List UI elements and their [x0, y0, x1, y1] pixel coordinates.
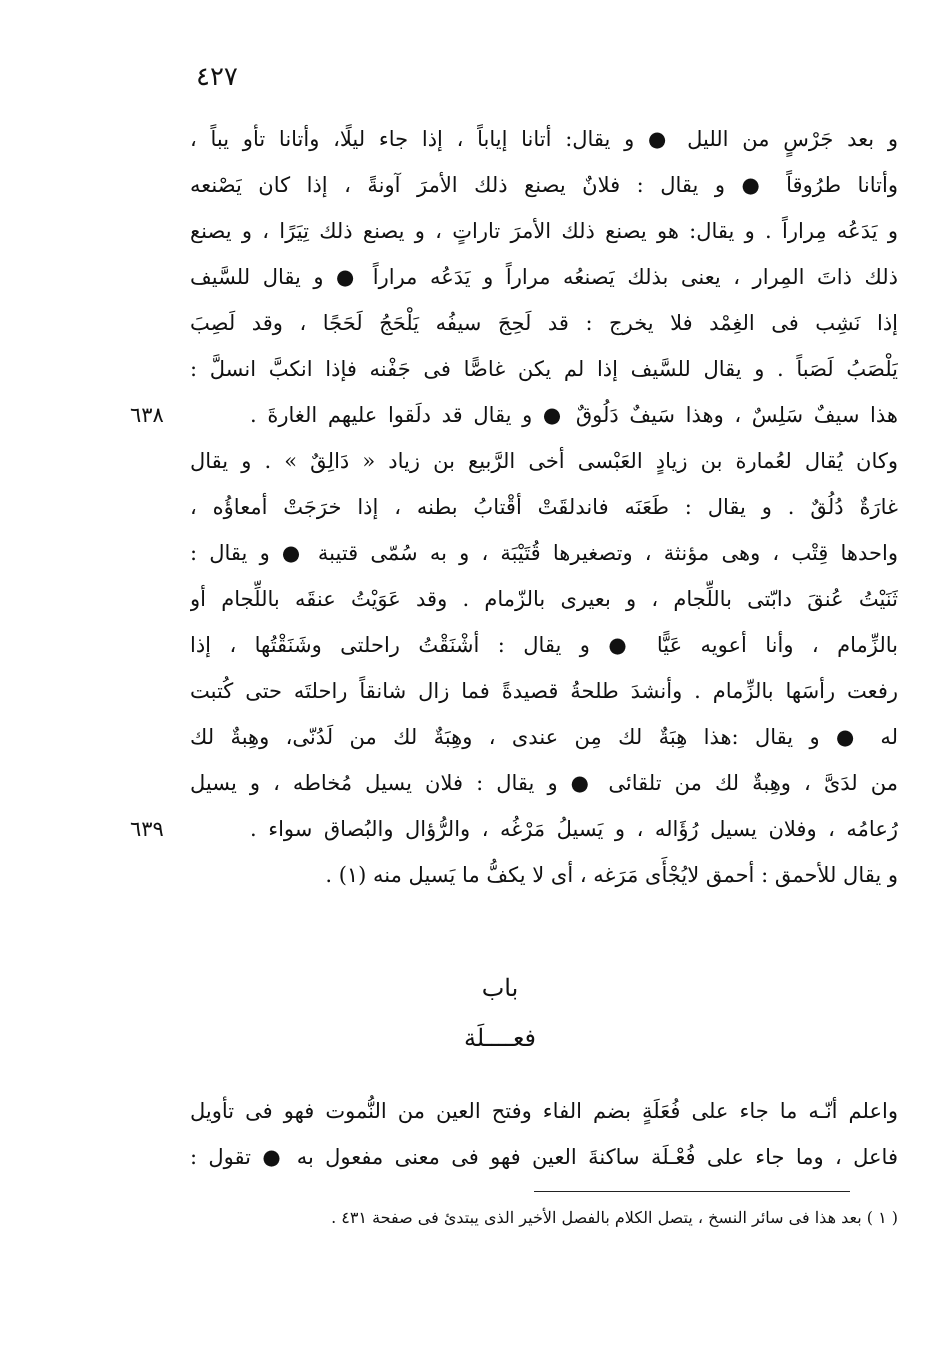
text-line: هذا سيفٌ سَلِسٌ ، وهذا سَيفٌ دَلُوقٌ ● و يقال قد دلَقوا عليهم الغارةَ .	[250, 403, 898, 427]
text-line: ذلك ذاتَ المِرار ، يعنى بذلك يَصنعُه مراراً و يَدَعُه مراراً ● و يقال للسَّيف	[190, 265, 898, 289]
text-line: وأتانا طرُوقاً ● و يقال : فلانٌ يصنع ذلك الأمرَ آونةً ، إذا كان يَصْنعه	[190, 173, 898, 197]
margin-number: ٦٣٨	[130, 403, 164, 427]
text-line: رُعامُه ، وفلان يسيل رُؤَاله ، و يَسيلُ مَرْغُه ، والرُّؤال والبُصاق سواء .	[250, 817, 898, 841]
chapter-heading: باب	[481, 974, 519, 1002]
text-line: له ● و يقال :هذا هِبَةٌ لك مِن عندى ، وهِبَةٌ لك من لَدُنّى، وهِبةٌ لك	[190, 725, 898, 749]
text-line: يَلْصَبُ لَصَباً . و يقال للسَّيف إذا لم يكن غاصًّا فى جَفْنه فإذا انكبَّ انسلَّ :	[190, 357, 898, 381]
margin-number: ٦٣٩	[130, 817, 164, 841]
text-line: رفعت رأسَها بالزِّمام . وأنشدَ طلحةُ قصيدةً فما زال شانقاً راحلتَه حتى كُتبت	[190, 679, 898, 703]
text-line: غارَةٌ دُلُقٌ . و يقال : طَعَنَه فاندلقَتْ أقْتابُ بطنه ، إذا خرَجَتْ أمعاؤُه ،	[190, 495, 898, 519]
page-number: ٤٢٧	[196, 62, 238, 92]
text-line: من لدَىَّ ، وهِبةٌ لك من تلقائى ● و يقال : فلان يسيل مُخاطه ، و يسيل	[190, 771, 898, 795]
text-line: واعلم أنّـه ما جاء على فُعَلَةٍ بضم الفاء وفتح العين من النُّموت فهو فى تأويل	[190, 1099, 898, 1123]
text-line: و بعد جَرْسٍ من الليل ● و يقال: أتانا إياباً ، إذا جاء ليلًا، وأتانا تأو يباً ،	[190, 127, 898, 151]
text-line: واحدها قِتْب ، وهى مؤنثة ، وتصغيرها قُتَيْبَة ، و به سُمّى قتيبة ● و يقال :	[190, 541, 898, 565]
text-line: و يَدَعُه مِراراً . و يقال: هو يصنع ذلك الأمرَ تاراتٍ ، و يصنع ذلك تِيَرًا ، و يصنع	[190, 219, 898, 243]
text-line: وكان يُقال لعُمارة بن زيادٍ العَبْسى أخى الرَّبيع بن زياد « دَالِقٌ » . و يقال	[190, 449, 898, 473]
text-line: فاعل ، وما جاء على فُعْـلَة ساكنةَ العين فهو فى معنى مفعول به ● تقول :	[190, 1145, 898, 1169]
text-line: و يقال للأحمق : أحمق لايُجْأَى مَرَغه ، أى لا يكفُّ ما يَسيل منه (١) .	[325, 863, 898, 887]
text-line: إذا نَشِب فى الغِمْد فلا يخرج : قد لَحِجَ سيفُه يَلْحَجُ لَحَجًا ، وقد لَصِبَ	[190, 311, 898, 335]
footnote-divider	[534, 1191, 850, 1192]
footnote: ( ١ ) بعد هذا فى سائر النسخ ، يتصل الكلام بالفصل الأخير الذى يبتدئ فى صفحة ٤٣١ .	[331, 1208, 898, 1227]
text-line: بالزِّمام ، وأنا أعويه عَيًّا ● و يقال : أشْنَقْتُ راحلتى وشَنَقْتُها ، إذا	[190, 633, 898, 657]
chapter-subheading: فعــــلَة	[464, 1024, 536, 1052]
text-line: ثَنَيْتُ عُنقَ دابّتى باللِّجام ، و بعيرى بالزّمام . وقد عَوَيْتُ عنقَه باللِّجام أو	[190, 587, 898, 611]
